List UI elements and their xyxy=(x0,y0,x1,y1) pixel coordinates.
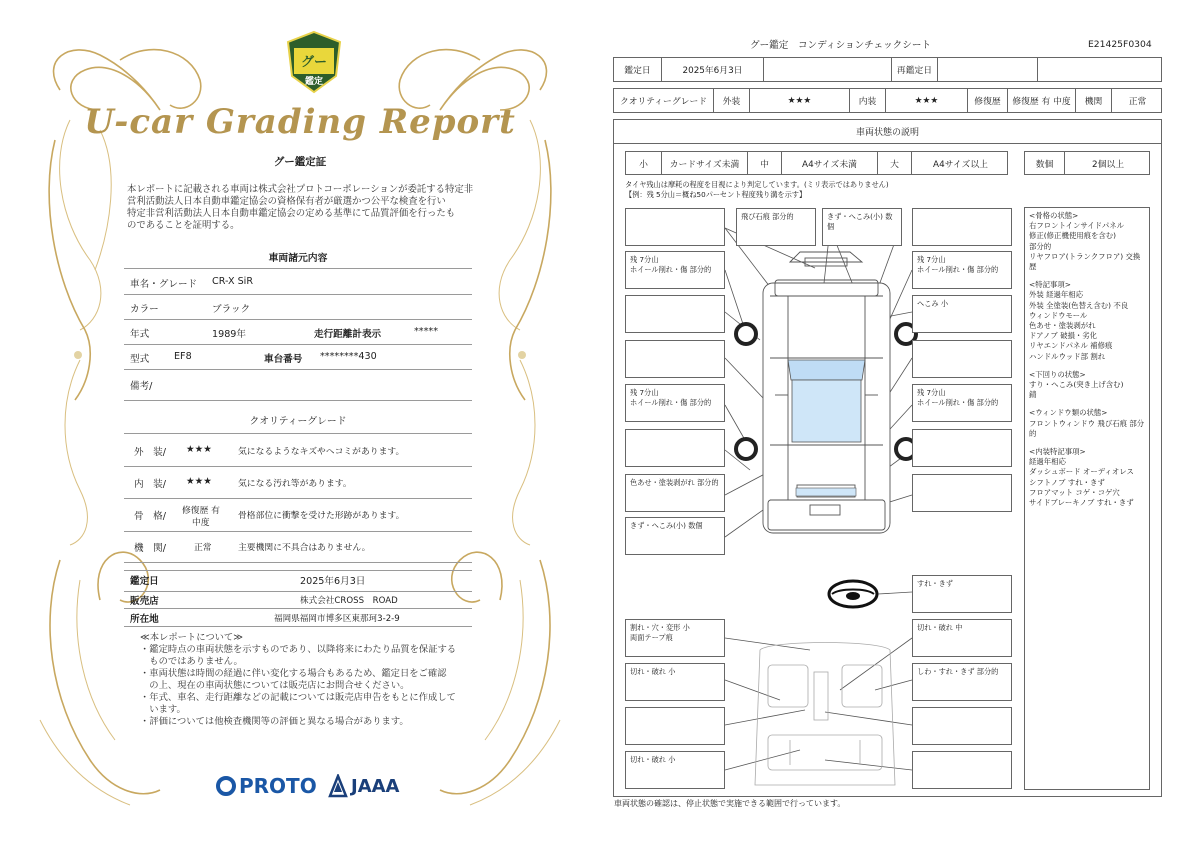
note-line: すり・へこみ(突き上げ含む) xyxy=(1029,380,1124,390)
count-desc: 2個以上 xyxy=(1092,159,1124,170)
note-line: います。 xyxy=(140,704,186,715)
intro-line: 営利活動法人日本自動車鑑定協会の資格保有者が厳選かつ公平な検査を行い xyxy=(127,196,446,207)
label-right-seat: 切れ・破れ 中 xyxy=(912,619,1012,657)
repair-label: 修復歴 xyxy=(968,89,1008,112)
name-label: 車名・グレード xyxy=(130,279,198,290)
note-line: リヤエンドパネル 補修痕 xyxy=(1029,341,1113,351)
label-right-door: しわ・すれ・きず 部分的 xyxy=(912,663,1012,701)
address-label: 所在地 xyxy=(130,614,159,625)
frame-value: 修復歴 有 xyxy=(182,506,220,516)
intro-line: 特定非営利活動法人日本自動車鑑定協会の定める基準にて品質評価を行ったも xyxy=(127,208,456,219)
jaaa-logo-text: JAAA xyxy=(351,775,400,797)
address-value: 福岡県福岡市博多区東那珂3-2-9 xyxy=(274,614,400,624)
label-front-right-tire: 残 7分山 ホイール削れ・傷 部分的 xyxy=(912,251,1012,289)
sheet-footer: 車両状態の確認は、停止状態で実施できる範囲で行っています。 xyxy=(614,799,846,808)
date-label: 鑑定日 xyxy=(130,576,159,587)
roof-glass-shape xyxy=(792,380,861,442)
label-box-right-int-4 xyxy=(912,751,1012,789)
spec-row-year xyxy=(124,326,472,345)
state-header: 車両状態の説明 xyxy=(613,119,1162,144)
engine-label: 機 関/ xyxy=(134,543,167,554)
note-line: 修正(修正機使用痕を含む) xyxy=(1029,231,1117,241)
label-box-right-5 xyxy=(912,429,1012,467)
interior-stars: ★★★ xyxy=(186,476,212,487)
frame-label: 骨 格/ xyxy=(134,511,167,522)
quality-row-frame xyxy=(124,503,472,532)
spec-row-remarks xyxy=(124,378,472,401)
label-right-dent: へこみ 小 xyxy=(912,295,1012,333)
label-rear-left-tire: 残 7分山 ホイール削れ・傷 部分的 xyxy=(625,384,725,422)
size-large: 大 xyxy=(878,152,912,174)
note-line: の上、現在の車両状態については販売店にお問合せください。 xyxy=(140,680,410,691)
mileage-label: 走行距離計表示 xyxy=(314,329,382,340)
spec-row-model xyxy=(124,351,472,370)
label-box-left-3 xyxy=(625,340,725,378)
size-mid: 中 xyxy=(748,152,782,174)
label-box-right-int-3 xyxy=(912,707,1012,745)
note-line: <特記事項> xyxy=(1029,280,1071,290)
frame-desc: 骨格部位に衝撃を受けた形跡があります。 xyxy=(238,511,405,521)
spec-row-color xyxy=(124,301,472,320)
note-line: <骨格の状態> xyxy=(1029,211,1079,220)
note-line: ハンドルウッド部 割れ xyxy=(1029,351,1106,361)
chassis-label: 車台番号 xyxy=(264,354,303,365)
condition-check-sheet xyxy=(600,0,1200,848)
label-box-right-3 xyxy=(912,340,1012,378)
note-line: ドアノブ 破損・劣化 xyxy=(1029,331,1098,341)
badge-top-text: グー xyxy=(300,55,328,70)
interior-desc: 気になる汚れ等があります。 xyxy=(238,479,352,489)
proto-logo-icon xyxy=(216,776,236,796)
model-label: 型式 xyxy=(130,354,150,365)
size-small-desc: カードサイズ未満 xyxy=(662,152,748,174)
ext-label: 外装 xyxy=(714,89,750,112)
note-line: ウィンドウモール xyxy=(1029,310,1088,320)
note-line: 経過年相応 xyxy=(1029,457,1066,467)
note-line: <下回りの状態> xyxy=(1029,369,1086,379)
note-line: <ウィンドウ類の状態> xyxy=(1029,408,1108,418)
label-box-right-6 xyxy=(912,474,1012,512)
int-label: 内装 xyxy=(850,89,886,112)
note-line: サイドブレーキノブ すれ・きず xyxy=(1029,498,1134,508)
label-box-left-2 xyxy=(625,295,725,333)
engine-value: 正常 xyxy=(194,543,212,553)
label-left-paint: 色あせ・塗装剥がれ 部分的 xyxy=(625,474,725,512)
note-line: 外装 全塗装(色替え含む) 不良 xyxy=(1029,300,1129,310)
mileage-value: ***** xyxy=(414,326,438,337)
exterior-desc: 気になるようなキズやヘコミがあります。 xyxy=(238,447,405,457)
quality-row-interior xyxy=(124,476,472,499)
note-line: 外装 経過年相応 xyxy=(1029,290,1084,300)
label-rear-left: 切れ・破れ 小 xyxy=(625,751,725,789)
steering-wheel-icon xyxy=(829,581,877,607)
proto-logo xyxy=(216,772,326,800)
note-line: ・車両状態は時間の経過に伴い変化する場合もあるため、鑑定日をご確認 xyxy=(140,668,447,679)
label-top-mid-1: 飛び石痕 部分的 xyxy=(736,208,816,246)
report-title: U-car Grading Report xyxy=(84,102,516,142)
jaaa-logo-icon xyxy=(328,774,348,798)
frame-degree: 中度 xyxy=(192,518,210,528)
size-mid-desc: A4サイズ未満 xyxy=(782,152,878,174)
row-date xyxy=(124,570,472,592)
sheet-id: E21425F0304 xyxy=(1088,39,1152,50)
color-label: カラー xyxy=(130,304,159,315)
label-top-mid-2: きず・へこみ(小) 数個 xyxy=(822,208,902,246)
label-rear-right-tire: 残 7分山 ホイール削れ・傷 部分的 xyxy=(912,384,1012,422)
note-line: ・鑑定時点の車両状態を示すものであり、以降将来にわたり品質を保証する xyxy=(140,644,457,655)
color-value: ブラック xyxy=(212,304,251,315)
remarks-label: 備考/ xyxy=(130,381,153,392)
model-value: EF8 xyxy=(174,351,192,362)
intro-text xyxy=(127,184,487,232)
year-label: 年式 xyxy=(130,329,150,340)
intro-line: のであることを証明する。 xyxy=(127,220,240,231)
date-label: 鑑定日 xyxy=(614,58,662,81)
label-box-left-int-3 xyxy=(625,707,725,745)
label-steering: すれ・きず xyxy=(912,575,1012,613)
date-value: 2025年6月3日 xyxy=(662,58,764,81)
date-value: 2025年6月3日 xyxy=(300,576,366,587)
label-box-left-5 xyxy=(625,429,725,467)
shop-value: 株式会社CROSS ROAD xyxy=(300,596,398,606)
shop-label: 販売店 xyxy=(130,596,159,607)
goo-kantei-badge-icon xyxy=(286,30,342,94)
quality-row-engine xyxy=(124,540,472,563)
engine-value: 正常 xyxy=(1128,97,1147,107)
note-line: 右フロントインサイドパネル xyxy=(1029,221,1125,231)
exterior-stars: ★★★ xyxy=(186,444,212,455)
note-line: ものではありません。 xyxy=(140,656,243,667)
size-large-desc: A4サイズ以上 xyxy=(933,159,988,170)
note-line: フロントウィンドウ 飛び石痕 部分的 xyxy=(1029,418,1145,438)
certificate-subtitle: グー鑑定証 xyxy=(273,156,327,168)
chassis-value: ********430 xyxy=(320,351,377,362)
interior-outline xyxy=(755,643,895,786)
spec-row-name xyxy=(124,276,472,295)
count-label: 数個 xyxy=(1025,152,1065,174)
exterior-label: 外 装/ xyxy=(134,447,167,458)
tire-note-line: タイヤ残山は摩耗の程度を目視により判定しています。(ミリ表示ではありません) xyxy=(625,180,889,189)
proto-logo-text: PROTO xyxy=(239,774,317,798)
badge-bottom-text: 鑑定 xyxy=(304,77,324,87)
note-line: フロアマット コゲ・コゲ穴 xyxy=(1029,487,1120,497)
note-line: 部分的 xyxy=(1029,241,1052,251)
note-line: シフトノブ すれ・きず xyxy=(1029,477,1105,487)
name-value: CR-X SiR xyxy=(212,276,254,287)
label-box-front-right xyxy=(912,208,1012,246)
note-line: 色あせ・塗装剥がれ xyxy=(1029,321,1096,331)
spec-header: 車両諸元内容 xyxy=(268,253,328,264)
intro-line: 本レポートに記載される車両は株式会社プロトコーポレーションが委託する特定非 xyxy=(127,184,474,195)
engine-desc: 主要機関に不具合はありません。 xyxy=(238,543,371,553)
note-line: ダッシュボード オーディオレス xyxy=(1029,467,1134,477)
report-notes xyxy=(140,632,500,728)
qg-label: クオリティーグレード xyxy=(614,89,714,112)
label-box-front-left xyxy=(625,208,725,246)
note-line: 錆 xyxy=(1029,390,1037,400)
label-left-scratch: きず・へこみ(小) 数個 xyxy=(625,517,725,555)
row-shop xyxy=(124,591,472,609)
repair-value: 修復歴 有 中度 xyxy=(1008,89,1076,112)
note-line: <内装特記事項> xyxy=(1029,447,1086,457)
notes-column xyxy=(1024,207,1150,790)
ext-value: ★★★ xyxy=(750,89,850,112)
size-small: 小 xyxy=(626,152,662,174)
note-line: ・年式、車名、走行距離などの記載については販売店申告をもとに作成して xyxy=(140,692,456,703)
note-line: ・評価については他検査機関等の評価と異なる場合があります。 xyxy=(140,716,409,727)
note-line: リヤフロア(トランクフロア) 交換歴 xyxy=(1029,251,1141,272)
label-front-left-tire: 残 7分山 ホイール削れ・傷 部分的 xyxy=(625,251,725,289)
label-dashboard: 割れ・穴・変形 小 両面テープ痕 xyxy=(625,619,725,657)
redate-label: 再鑑定日 xyxy=(892,58,938,81)
year-value: 1989年 xyxy=(212,329,247,340)
rear-glass-shape xyxy=(796,488,856,496)
windshield-shape xyxy=(788,360,865,380)
sheet-title: グー鑑定 コンディションチェックシート xyxy=(750,40,932,51)
label-left-seat: 切れ・破れ 小 xyxy=(625,663,725,701)
quality-row-exterior xyxy=(124,444,472,467)
notes-title: ≪本レポートについて≫ xyxy=(140,632,243,643)
int-value: ★★★ xyxy=(886,89,968,112)
quality-header: クオリティーグレード xyxy=(249,416,347,427)
interior-label: 内 装/ xyxy=(134,479,167,490)
row-address xyxy=(124,609,472,627)
tire-note-line: 【例：残 5分山＝概ね50パーセント程度残り溝を示す】 xyxy=(625,190,807,199)
engine-label: 機関 xyxy=(1076,89,1112,112)
jaaa-logo xyxy=(328,772,408,800)
